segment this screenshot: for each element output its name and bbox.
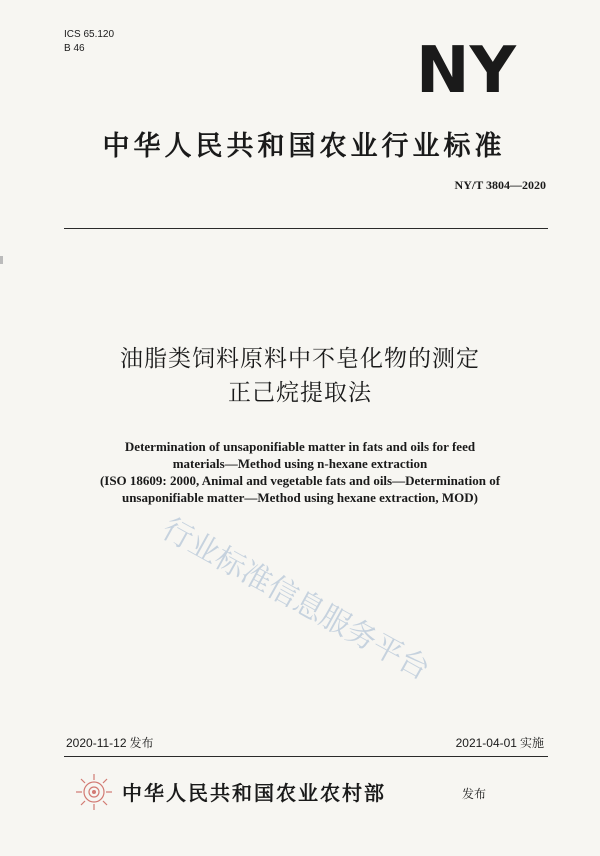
standard-category-title: 中华人民共和国农业行业标准 (102, 131, 506, 162)
english-title (60, 438, 540, 506)
issue-date-block (66, 734, 154, 751)
english-title-line-2: materials—Method using n-hexane extraction (172, 456, 428, 471)
ny-logo-text: NY (416, 38, 516, 100)
watermark-text: 行业标准信息服务平台 (156, 511, 436, 688)
english-title-line-4: unsaponifiable matter—Method using hexane extraction, MOD) (121, 490, 479, 505)
issue-date: 2020-11-12 (66, 736, 127, 750)
chinese-title-line-2: 正己烷提取法 (228, 380, 372, 406)
ics-code: ICS 65.120 (64, 29, 115, 40)
chinese-title-line-1: 油脂类饲料原料中不皂化物的测定 (120, 346, 480, 372)
scan-edge-mark (0, 256, 3, 264)
standard-code: NY/T 3804—2020 (454, 178, 546, 192)
ccs-code: B 46 (64, 43, 85, 54)
footer-divider (64, 756, 548, 757)
ny-logo (408, 38, 524, 100)
chinese-title (60, 342, 540, 410)
implementation-date: 2021-04-01 (455, 736, 517, 750)
publisher-name: 中华人民共和国农业农村部 (122, 781, 386, 805)
header-divider (64, 228, 548, 229)
implementation-label: 实施 (519, 736, 544, 750)
english-title-line-3: (ISO 18609: 2000, Animal and vegetable fats and oils—Determination of (99, 473, 501, 488)
watermark (150, 505, 530, 725)
issue-label: 发布 (129, 736, 154, 750)
implementation-date-block (380, 734, 544, 751)
classification-block (64, 28, 114, 56)
english-title-line-1: Determination of unsaponifiable matter in fats and oils for feed (124, 439, 476, 454)
publish-label: 发布 (462, 787, 487, 801)
ministry-emblem-icon (74, 772, 114, 812)
